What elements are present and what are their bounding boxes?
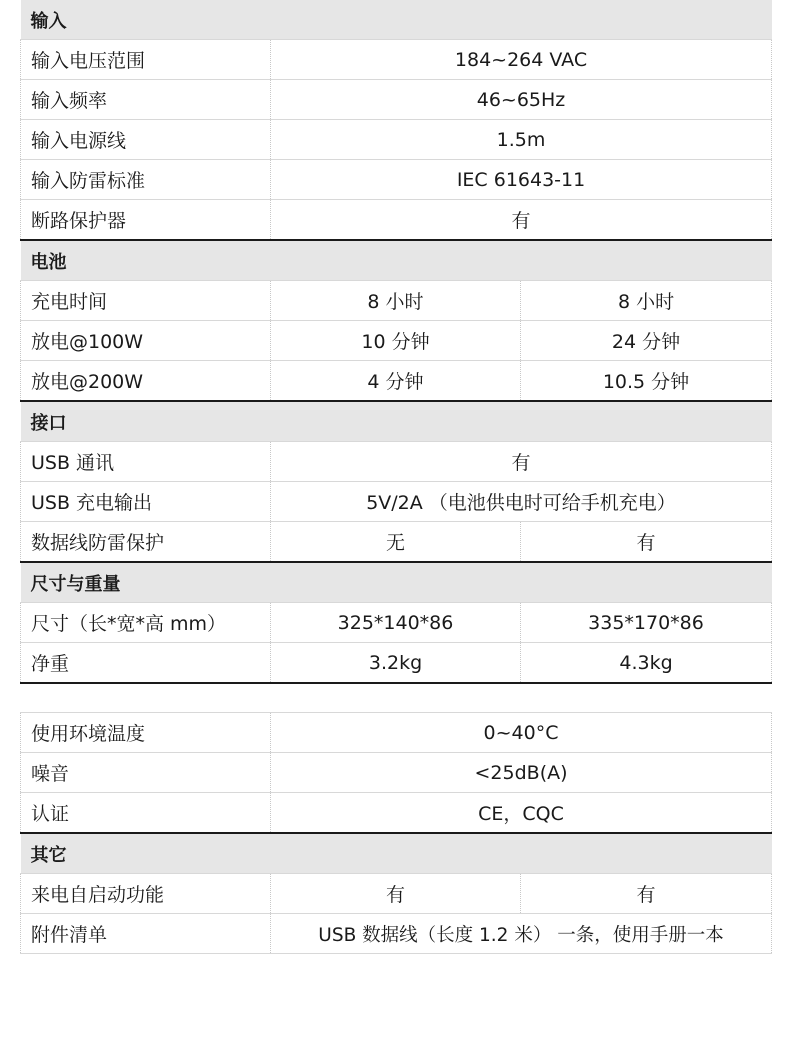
table-row [21, 120, 772, 160]
table-row [21, 482, 772, 522]
row-value: 5V/2A （电池供电时可给手机充电） [271, 482, 772, 522]
row-value-model-a: 有 [271, 874, 521, 914]
table-row [21, 40, 772, 80]
row-value: 有 [271, 200, 772, 241]
table-row [21, 80, 772, 120]
row-label: 认证 [21, 793, 271, 834]
row-value: CE，CQC [271, 793, 772, 834]
row-label: 充电时间 [21, 281, 271, 321]
row-value-model-b: 4.3kg [521, 643, 772, 684]
table-row [21, 442, 772, 482]
section-header-battery [21, 240, 772, 281]
row-value-model-b: 24 分钟 [521, 321, 772, 361]
table-row [21, 321, 772, 361]
row-value: IEC 61643-11 [271, 160, 772, 200]
row-value-model-a: 8 小时 [271, 281, 521, 321]
row-label: 噪音 [21, 753, 271, 793]
row-value-model-b: 335*170*86 [521, 603, 772, 643]
row-label: 断路保护器 [21, 200, 271, 241]
row-value-model-b: 有 [521, 874, 772, 914]
section-header-size [21, 562, 772, 603]
section-title: 接口 [21, 401, 772, 442]
row-value: 1.5m [271, 120, 772, 160]
table-row [21, 753, 772, 793]
spec-table-secondary [20, 712, 772, 954]
row-label: 输入电压范围 [21, 40, 271, 80]
table-row [21, 160, 772, 200]
row-value: 有 [271, 442, 772, 482]
row-value-model-a: 3.2kg [271, 643, 521, 684]
row-value: 184~264 VAC [271, 40, 772, 80]
row-label: 输入电源线 [21, 120, 271, 160]
table-row [21, 281, 772, 321]
row-value-model-b: 10.5 分钟 [521, 361, 772, 402]
section-title: 尺寸与重量 [21, 562, 772, 603]
table-row [21, 713, 772, 753]
row-label: 数据线防雷保护 [21, 522, 271, 563]
row-value-model-a: 325*140*86 [271, 603, 521, 643]
row-value-model-b: 有 [521, 522, 772, 563]
table-row [21, 200, 772, 241]
row-label: 来电自启动功能 [21, 874, 271, 914]
table-row [21, 914, 772, 954]
section-title: 电池 [21, 240, 772, 281]
table-row [21, 603, 772, 643]
row-label: USB 通讯 [21, 442, 271, 482]
row-value-model-a: 4 分钟 [271, 361, 521, 402]
row-value: USB 数据线（长度 1.2 米） 一条，使用手册一本 [271, 914, 772, 954]
row-value: <25dB(A) [271, 753, 772, 793]
section-title: 输入 [21, 0, 772, 40]
spec-table-main [20, 0, 772, 684]
row-value-model-a: 10 分钟 [271, 321, 521, 361]
row-label: 附件清单 [21, 914, 271, 954]
table-row [21, 874, 772, 914]
table-row [21, 643, 772, 684]
row-value: 46~65Hz [271, 80, 772, 120]
row-value-model-a: 无 [271, 522, 521, 563]
row-label: 使用环境温度 [21, 713, 271, 753]
row-label: USB 充电输出 [21, 482, 271, 522]
row-label: 放电@200W [21, 361, 271, 402]
row-value-model-b: 8 小时 [521, 281, 772, 321]
row-value: 0~40°C [271, 713, 772, 753]
row-label: 输入频率 [21, 80, 271, 120]
section-header-ports [21, 401, 772, 442]
row-label: 放电@100W [21, 321, 271, 361]
section-title: 其它 [21, 833, 772, 874]
row-label: 尺寸（长*宽*高 mm） [21, 603, 271, 643]
table-row [21, 522, 772, 563]
table-row [21, 361, 772, 402]
section-header-input [21, 0, 772, 40]
section-header-other [21, 833, 772, 874]
row-label: 净重 [21, 643, 271, 684]
table-row [21, 793, 772, 834]
row-label: 输入防雷标准 [21, 160, 271, 200]
